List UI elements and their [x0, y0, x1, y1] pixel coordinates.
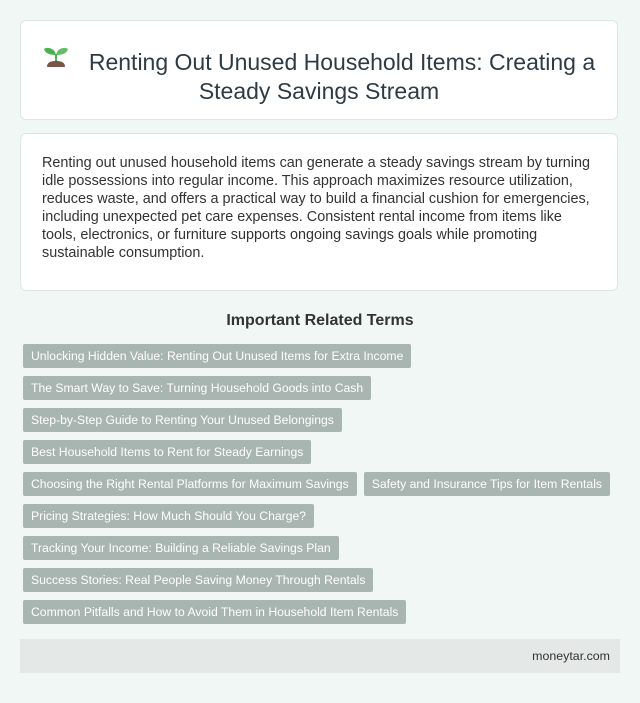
related-term-tag[interactable]: Common Pitfalls and How to Avoid Them in Household Item Rentals — [23, 600, 406, 624]
footer — [20, 639, 620, 673]
title-wrapper — [41, 43, 597, 106]
related-term-tag[interactable]: Safety and Insurance Tips for Item Rentals — [364, 472, 610, 496]
title-card — [20, 20, 618, 120]
related-terms-list — [23, 344, 623, 624]
page-title — [41, 43, 597, 106]
summary-text: Renting out unused household items can generate a steady savings stream by turning idle possessions into regular income. This approach maximizes resource utilization, reduces waste, and offers a practical way to build a financial cushion for emergencies, including unexpected pet care expenses. Consistent rental income from items like tools, electronics, or furniture supports ongoing savings goals while promoting sustainable consumption. — [42, 155, 590, 261]
related-term-tag[interactable]: Success Stories: Real People Saving Money Through Rentals — [23, 568, 373, 592]
related-term-tag[interactable]: Choosing the Right Rental Platforms for Maximum Savings — [23, 472, 357, 496]
related-term-tag[interactable]: The Smart Way to Save: Turning Household Goods into Cash — [23, 376, 371, 400]
site-name[interactable]: moneytar.com — [532, 649, 610, 663]
related-term-tag[interactable]: Tracking Your Income: Building a Reliable Savings Plan — [23, 536, 339, 560]
related-term-tag[interactable]: Best Household Items to Rent for Steady Earnings — [23, 440, 311, 464]
summary-card — [20, 133, 618, 291]
related-term-tag[interactable]: Unlocking Hidden Value: Renting Out Unused Items for Extra Income — [23, 344, 411, 368]
related-term-tag[interactable]: Step-by-Step Guide to Renting Your Unused Belongings — [23, 408, 342, 432]
page-title-text: Renting Out Unused Household Items: Creating a Steady Savings Stream — [88, 49, 596, 104]
sprout-icon — [43, 43, 69, 73]
related-terms-heading: Important Related Terms — [226, 312, 414, 329]
related-term-tag[interactable]: Pricing Strategies: How Much Should You Charge? — [23, 504, 314, 528]
